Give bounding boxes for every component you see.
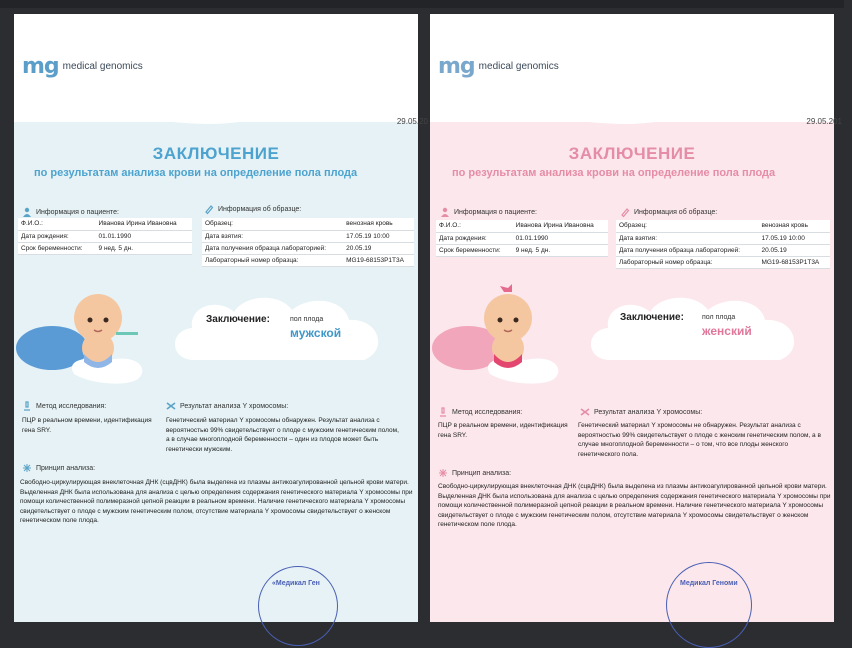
report-subtitle: по результатам анализа крови на определение пола плода <box>452 167 776 179</box>
row-value: 17.05.19 10:00 <box>343 230 414 242</box>
table-row <box>18 218 192 230</box>
conclusion-label: Заключение: <box>206 314 270 325</box>
row-value: MG19-68153P1T3A <box>343 254 414 266</box>
row-value: венозная кровь <box>758 220 830 232</box>
row-label: Лабораторный номер образца: <box>202 254 343 266</box>
row-label: Лабораторный номер образца: <box>616 256 758 268</box>
table-row <box>202 254 414 266</box>
conclusion-cloud <box>164 290 394 375</box>
test-tube-icon <box>620 207 630 217</box>
patient-info-header <box>22 207 119 217</box>
row-label: Дата взятия: <box>616 232 758 244</box>
conclusion-cloud <box>580 290 810 375</box>
result-text: Генетический материал Y хромосомы обнаружен. Результат анализа с вероятностью 99% свидетельствует о плоде с мужским генетическим полом, а в случае многоплодной беременности – один из плодов может быть генетически мужским. <box>166 417 399 453</box>
report-date: 29.05.201 <box>806 117 842 126</box>
principle-header <box>438 468 511 478</box>
table-row <box>436 244 608 256</box>
result-header <box>166 401 288 411</box>
stamp-text: Медикал Геноми <box>680 580 738 587</box>
row-value: Иванова Ирина Ивановна <box>96 218 192 230</box>
row-label: Дата получения образца лабораторией: <box>202 242 343 254</box>
row-value: Иванова Ирина Ивановна <box>513 220 608 232</box>
table-row <box>616 256 830 268</box>
row-label: Срок беременности: <box>436 244 513 256</box>
patient-info-header <box>440 207 537 217</box>
conclusion-label: Заключение: <box>620 312 684 323</box>
row-value: 20.05.19 <box>758 244 830 256</box>
official-stamp <box>258 566 338 646</box>
table-row <box>616 220 830 232</box>
viewer-top-bar <box>0 0 844 8</box>
baby-boy-illustration <box>14 276 164 396</box>
sample-info-table <box>616 220 830 269</box>
patient-info-label: Информация о пациенте: <box>454 208 537 216</box>
sample-info-header <box>204 204 301 214</box>
company-logo <box>22 54 143 79</box>
row-value: 9 нед. 5 дн. <box>96 242 192 254</box>
report-date: 29.05.20 <box>396 117 428 126</box>
row-label: Образец: <box>616 220 758 232</box>
patient-info-table <box>18 218 192 255</box>
principle-label: Принцип анализа: <box>452 469 512 477</box>
company-logo <box>438 54 559 79</box>
result-label: Результат анализа Y хромосомы: <box>594 408 703 416</box>
principle-text: Свободно-циркулирующая внеклеточная ДНК (сцвДНК) была выделена из плазмы антикоагулированной цельной крови матери. Выделенная ДНК была использована для анализа с целью определения содержания генетического материала Y хромосомы при помощи количественной полимеразной цепной реакции в реальном времени. Наличие генетического материала Y хромосомы свидетельствует о плоде с мужским генетическим полом, отсутствие материала Y хромосомы свидетельствует о женском генетическом поле плода. <box>438 483 831 528</box>
result-text: Генетический материал Y хромосомы не обнаружен. Результат анализа с вероятностью 99% свидетельствует о плоде с женским генетическим полом, а в случае многоплодной беременности – о том, что все плоды женского генетического пола. <box>578 422 821 458</box>
row-label: Дата получения образца лабораторией: <box>616 244 758 256</box>
header-wave <box>430 74 834 144</box>
table-row <box>202 230 414 242</box>
patient-info-label: Информация о пациенте: <box>36 208 119 216</box>
chromosome-icon <box>166 401 176 411</box>
row-value: 01.01.1990 <box>513 232 608 244</box>
table-row <box>202 242 414 254</box>
report-title: ЗАКЛЮЧЕНИЕ <box>568 144 696 163</box>
logo-mark: mg <box>438 54 475 79</box>
row-label: Дата рождения: <box>18 230 96 242</box>
logo-mark: mg <box>22 54 59 79</box>
principle-label: Принцип анализа: <box>36 464 96 472</box>
table-row <box>18 242 192 254</box>
table-row <box>616 244 830 256</box>
patient-info-table <box>436 220 608 257</box>
row-value: 9 нед. 5 дн. <box>513 244 608 256</box>
sample-info-table <box>202 218 414 267</box>
table-row <box>202 218 414 230</box>
row-label: Дата взятия: <box>202 230 343 242</box>
stamp-text: «Медикал Ген <box>272 580 320 587</box>
result-header <box>580 407 702 417</box>
dna-icon <box>22 463 32 473</box>
method-text: ПЦР в реальном времени, идентификация гена SRY. <box>22 417 152 434</box>
report-document-female <box>430 14 842 614</box>
baby-girl-illustration <box>430 276 580 396</box>
test-tube-icon <box>204 204 214 214</box>
method-header <box>438 407 522 417</box>
method-label: Метод исследования: <box>452 408 523 416</box>
sample-info-label: Информация об образце: <box>634 208 718 216</box>
microscope-icon <box>438 407 448 417</box>
row-value: венозная кровь <box>343 218 414 230</box>
table-row <box>18 230 192 242</box>
row-label: Ф.И.О.: <box>436 220 513 232</box>
chromosome-icon <box>580 407 590 417</box>
person-icon <box>440 207 450 217</box>
dna-icon <box>438 468 448 478</box>
fetal-sex-value: мужской <box>290 326 342 340</box>
row-value: 17.05.19 10:00 <box>758 232 830 244</box>
table-row <box>436 232 608 244</box>
method-header <box>22 401 106 411</box>
fetal-sex-label: пол плода <box>290 316 324 323</box>
logo-text: medical genomics <box>62 61 143 72</box>
report-subtitle: по результатам анализа крови на определение пола плода <box>34 167 358 179</box>
row-label: Дата рождения: <box>436 232 513 244</box>
row-label: Срок беременности: <box>18 242 96 254</box>
fetal-sex-label: пол плода <box>702 314 736 321</box>
table-row <box>616 232 830 244</box>
row-value: 01.01.1990 <box>96 230 192 242</box>
report-title: ЗАКЛЮЧЕНИЕ <box>152 144 280 163</box>
result-label: Результат анализа Y хромосомы: <box>180 402 289 410</box>
person-icon <box>22 207 32 217</box>
principle-text: Свободно-циркулирующая внеклеточная ДНК (сцвДНК) была выделена из плазмы антикоагулированной цельной крови матери. Выделенная ДНК была использована для анализа с целью определения содержания генетического материала Y хромосомы при помощи количественной полимеразной цепной реакции в реальном времени. Наличие генетического материала Y хромосомы свидетельствует о плоде с мужским генетическим полом, отсутствие материала Y хромосомы свидетельствует о женском генетическом поле плода. <box>20 479 413 524</box>
sample-info-header <box>620 207 717 217</box>
header-wave <box>14 74 418 144</box>
sample-info-label: Информация об образце: <box>218 205 302 213</box>
method-text: ПЦР в реальном времени, идентификация гена SRY. <box>438 422 568 439</box>
table-row <box>436 220 608 232</box>
method-label: Метод исследования: <box>36 402 107 410</box>
row-value: MG19-68153P1T3A <box>758 256 830 268</box>
principle-header <box>22 463 95 473</box>
row-value: 20.05.19 <box>343 242 414 254</box>
logo-text: medical genomics <box>478 61 559 72</box>
fetal-sex-value: женский <box>702 324 752 338</box>
microscope-icon <box>22 401 32 411</box>
report-document-male <box>14 14 428 614</box>
row-label: Ф.И.О.: <box>18 218 96 230</box>
row-label: Образец: <box>202 218 343 230</box>
official-stamp <box>666 562 752 648</box>
